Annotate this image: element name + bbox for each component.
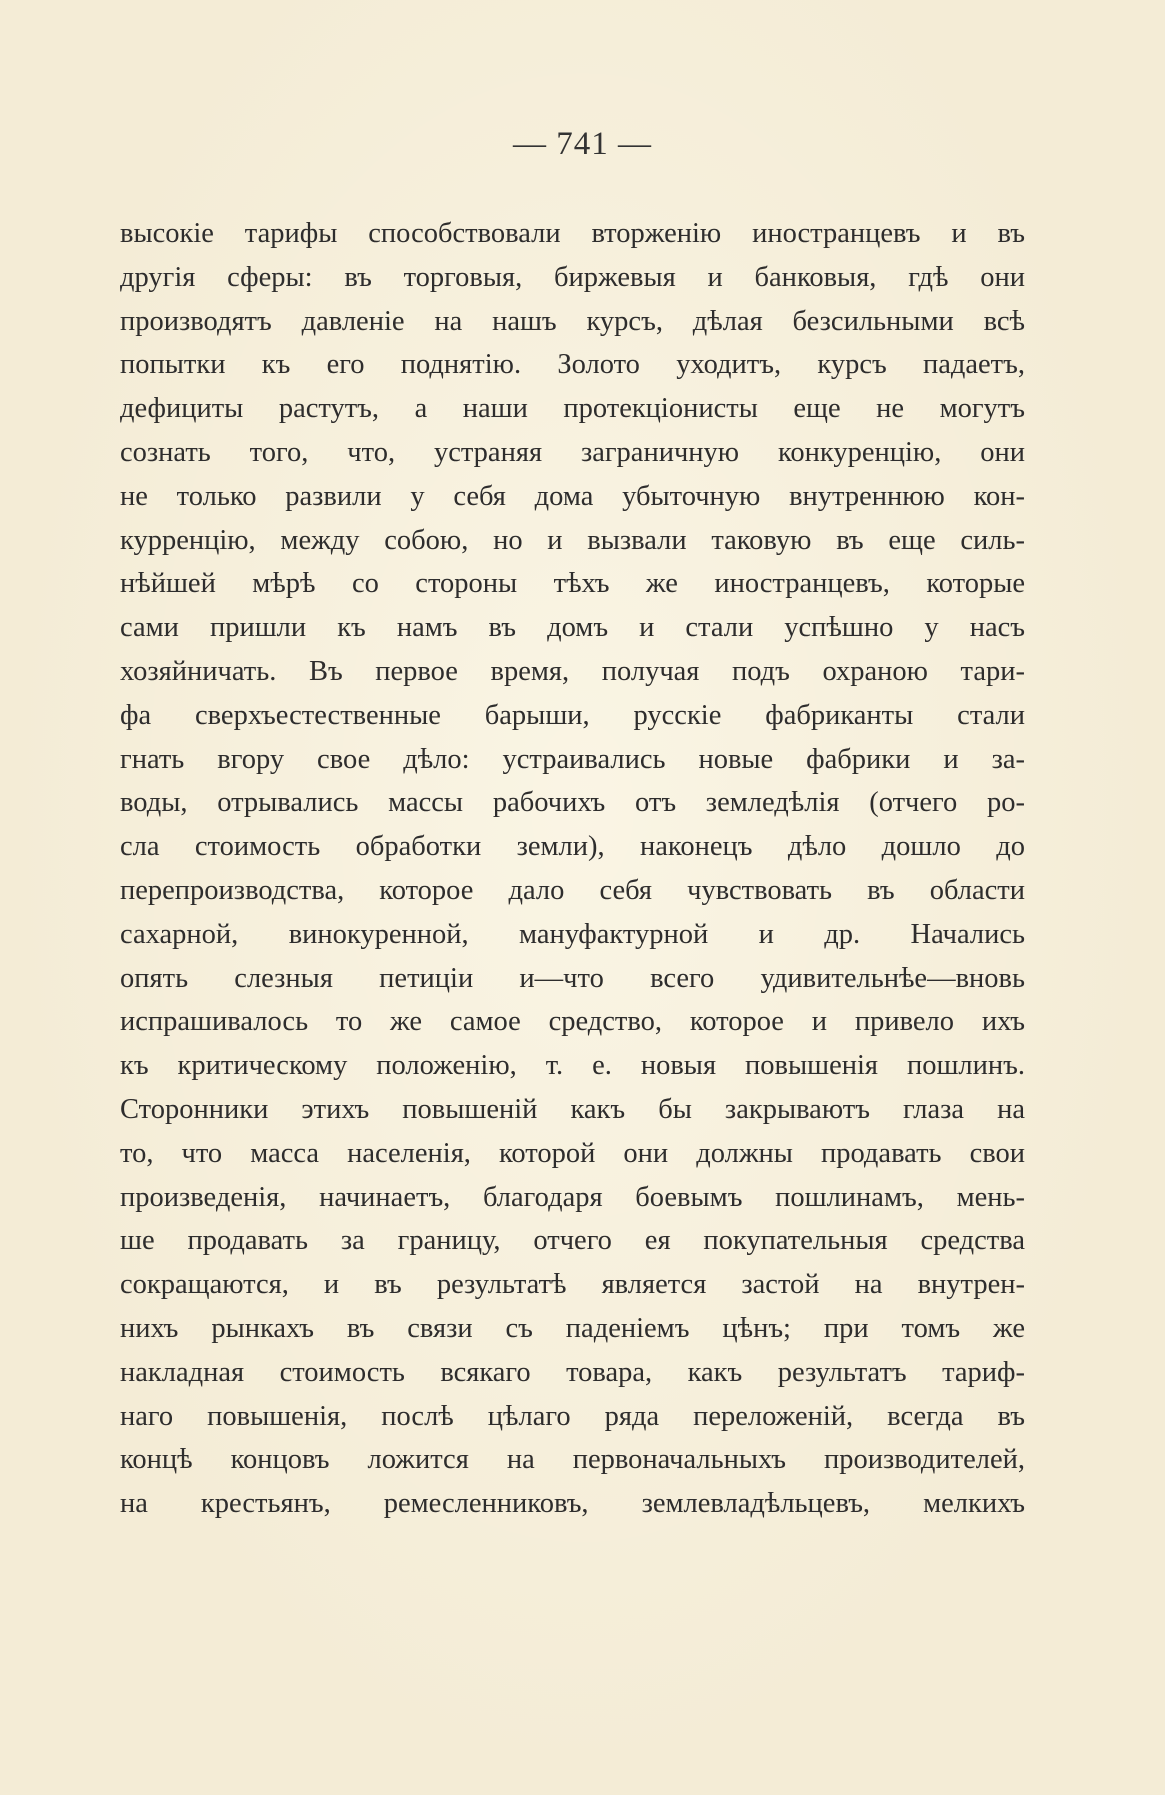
text-line: дефициты растутъ, а наши протекціонисты еще не могутъ — [120, 393, 1025, 425]
text-line: Сторонники этихъ повышеній какъ бы закрываютъ глаза на — [120, 1093, 1025, 1125]
text-line: опять слезныя петиціи и—что всего удивительнѣе—вновь — [120, 962, 1025, 994]
page-number: — 741 — — [513, 126, 652, 162]
text-line: не только развили у себя дома убыточную внутреннюю кон- — [120, 480, 1025, 512]
text-line: сознать того, что, устраняя заграничную конкуренцію, они — [120, 436, 1025, 468]
text-line: нихъ рынкахъ въ связи съ паденіемъ цѣнъ; при томъ же — [120, 1312, 1025, 1344]
text-line: фа сверхъестественные барыши, русскіе фабриканты стали — [120, 699, 1025, 731]
text-line: попытки къ его поднятію. Золото уходитъ, курсъ падаетъ, — [120, 349, 1025, 381]
text-line: воды, отрывались массы рабочихъ отъ земледѣлія (отчего ро- — [120, 787, 1025, 819]
text-line: накладная стоимость всякаго товара, какъ результатъ тариф- — [120, 1356, 1025, 1388]
text-line: наго повышенія, послѣ цѣлаго ряда переложеній, всегда въ — [120, 1400, 1025, 1432]
text-line: испрашивалось то же самое средство, которое и привело ихъ — [120, 1006, 1025, 1038]
text-line: сахарной, винокуренной, мануфактурной и др. Начались — [120, 918, 1025, 950]
text-line: гнать вгору свое дѣло: устраивались новые фабрики и за- — [120, 743, 1025, 775]
text-line: перепроизводства, которое дало себя чувствовать въ области — [120, 874, 1025, 906]
body-text — [120, 212, 1025, 1526]
text-line: концѣ концовъ ложится на первоначальныхъ производителей, — [120, 1444, 1025, 1476]
text-line: хозяйничать. Въ первое время, получая подъ охраною тари- — [120, 655, 1025, 687]
text-line: на крестьянъ, ремесленниковъ, землевладѣльцевъ, мелкихъ — [120, 1488, 1025, 1520]
text-line: то, что масса населенія, которой они должны продавать свои — [120, 1137, 1025, 1169]
text-line: произведенія, начинаетъ, благодаря боевымъ пошлинамъ, мень- — [120, 1181, 1025, 1213]
text-line: курренцію, между собою, но и вызвали таковую въ еще силь- — [120, 524, 1025, 556]
text-line: производятъ давленіе на нашъ курсъ, дѣлая безсильными всѣ — [120, 305, 1025, 337]
text-line: сла стоимость обработки земли), наконецъ дѣло дошло до — [120, 831, 1025, 863]
text-line: къ критическому положенію, т. е. новыя повышенія пошлинъ. — [120, 1050, 1025, 1082]
text-line: ше продавать за границу, отчего ея покупательныя средства — [120, 1225, 1025, 1257]
text-line: другія сферы: въ торговыя, биржевыя и банковыя, гдѣ они — [120, 261, 1025, 293]
text-line: нѣйшей мѣрѣ со стороны тѣхъ же иностранцевъ, которые — [120, 568, 1025, 600]
text-line: сокращаются, и въ результатѣ является застой на внутрен- — [120, 1269, 1025, 1301]
text-line: сами пришли къ намъ въ домъ и стали успѣшно у насъ — [120, 612, 1025, 644]
text-line: высокіе тарифы способствовали вторженію иностранцевъ и въ — [120, 218, 1025, 249]
